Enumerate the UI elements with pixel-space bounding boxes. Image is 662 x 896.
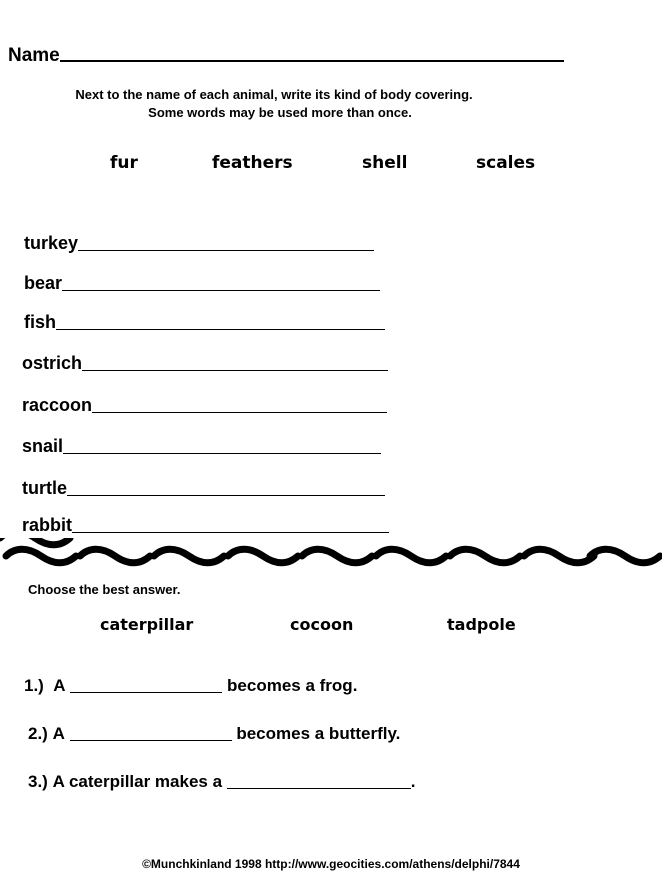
instruction-line-1: Next to the name of each animal, write its kind of body covering. [75,87,473,102]
question-text-after: . [410,772,416,791]
answer-line[interactable] [56,313,385,330]
question-text-after: becomes a butterfly. [236,724,401,743]
question-text-after: becomes a frog. [227,676,358,695]
question-1 [24,676,357,696]
wave-divider [0,538,662,576]
animal-row-rabbit [22,515,389,536]
word-bank-shell: shell [362,153,408,173]
choice-cocoon: cocoon [290,615,354,634]
animal-row-bear [24,273,380,294]
animal-row-ostrich [22,353,388,374]
choice-caterpillar: caterpillar [100,615,194,634]
answer-line[interactable] [72,516,389,533]
answer-blank[interactable] [70,677,222,693]
animal-row-raccoon [22,395,387,416]
animal-label: snail [22,436,64,456]
animal-row-fish [24,312,385,333]
animal-label: bear [24,273,63,293]
answer-line[interactable] [62,274,380,291]
answer-line[interactable] [92,396,387,413]
animal-label: fish [24,312,57,332]
animal-row-turkey [24,233,374,254]
name-blank-line[interactable] [60,40,564,62]
animal-label: turkey [24,233,79,253]
section2-instruction: Choose the best answer. [28,582,181,597]
question-3 [28,772,416,792]
choice-tadpole: tadpole [447,615,516,634]
animal-label: turtle [22,478,67,498]
word-bank-scales: scales [476,153,536,173]
answer-line[interactable] [67,479,385,496]
answer-line[interactable] [78,234,374,251]
answer-line[interactable] [63,437,381,454]
question-text-before: A caterpillar makes a [52,772,223,791]
question-2 [28,724,400,744]
word-bank-fur: fur [110,153,138,173]
question-text-before: A [52,724,65,743]
question-number: 1.) [24,676,44,695]
animal-label: rabbit [22,515,73,535]
question-number: 2.) [28,724,48,743]
word-bank-feathers: feathers [212,153,293,173]
answer-blank[interactable] [227,773,411,789]
animal-row-turtle [22,478,385,499]
instruction-line-2: Some words may be used more than once. [148,105,412,120]
name-label: Name [8,45,60,66]
question-number: 3.) [28,772,48,791]
question-text-before: A [53,676,66,695]
answer-blank[interactable] [70,725,232,741]
name-field-row [8,40,564,67]
footer-credit: ©Munchkinland 1998 http://www.geocities.com/athens/delphi/7844 [142,857,520,871]
answer-line[interactable] [82,354,388,371]
animal-row-snail [22,436,381,457]
animal-label: raccoon [22,395,93,415]
animal-label: ostrich [22,353,83,373]
